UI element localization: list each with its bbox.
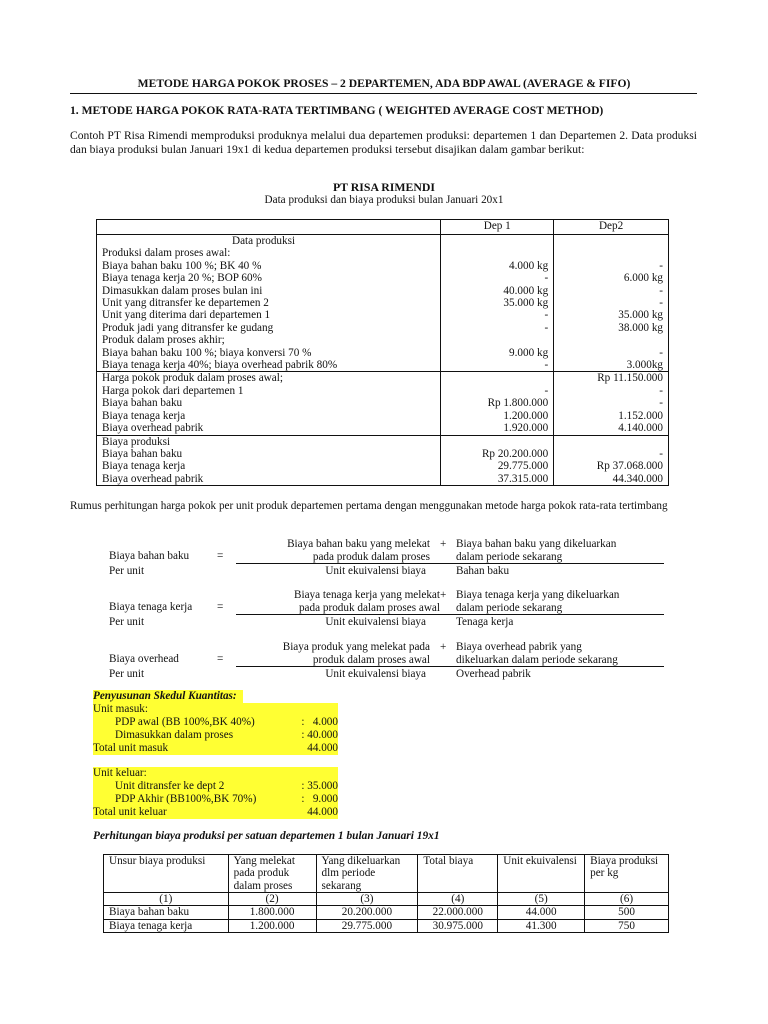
table-number-row (104, 893, 669, 906)
row-label: Biaya bahan baku 100 %; biaya konversi 70 % (102, 346, 312, 359)
row-label: Biaya tenaga kerja (102, 409, 186, 422)
production-data-table (96, 219, 669, 486)
fraction-line (236, 563, 664, 564)
perhitungan-title: Perhitungan biaya produksi per satuan departemen 1 bulan Januari 19x1 (93, 830, 440, 842)
value: 44.340.000 (612, 472, 663, 485)
cell: 750 (585, 919, 669, 932)
equals-sign: = (217, 653, 224, 665)
table-row (104, 906, 669, 919)
column-number: (1) (104, 893, 229, 906)
dep1-cell (441, 435, 554, 486)
intro-paragraph: Contoh PT Risa Rimendi memproduksi produknya melalui dua departemen produksi: departemen 1 dan Departemen 2. Data produksi dan biaya produksi bulan Januari 19x1 di kedua departemen produksi tersebut disajikan dalam gambar berikut: (70, 129, 697, 156)
cell: Biaya tenaga kerja (104, 919, 229, 932)
numerator-left (236, 538, 430, 563)
cell: 44.000 (498, 906, 585, 919)
row-label: Biaya overhead pabrik (102, 472, 204, 485)
numerator-line: produk dalam proses awal (312, 653, 430, 666)
numerator-right (456, 538, 616, 563)
cell: 1.800.000 (228, 906, 316, 919)
row-label: Dimasukkan dalam proses bulan ini (102, 284, 263, 297)
formula-label: Biaya bahan baku (109, 550, 190, 562)
row-value: : 40.000 (301, 729, 338, 741)
value: 6.000 kg (623, 272, 663, 285)
formula-bahan-baku (0, 538, 768, 580)
total-value: 44.000 (307, 742, 338, 754)
formula-label: Biaya tenaga kerja (109, 601, 193, 613)
value: Rp 20.200.000 (481, 447, 549, 460)
value (446, 372, 548, 384)
unit-masuk-row (93, 729, 338, 742)
value: 9.000 kg (509, 346, 549, 359)
cell: Biaya bahan baku (104, 906, 229, 919)
row-label: Produk dalam proses akhir; (102, 334, 225, 347)
value: 40.000 kg (503, 284, 549, 297)
numerator-right (456, 641, 618, 666)
company-name: PT RISA RIMENDI (332, 180, 436, 194)
plus-sign: + (440, 589, 447, 601)
value: 1.200.000 (503, 409, 549, 422)
numerator-line: pada produk dalam proses (312, 550, 430, 563)
denominator-right: Bahan baku (456, 565, 510, 577)
unit-masuk-row (93, 716, 338, 729)
value (559, 334, 663, 346)
row-label: Biaya bahan baku (102, 447, 183, 460)
table-group-production (97, 235, 669, 372)
value (446, 235, 548, 247)
dep2-cell (554, 235, 669, 372)
cell: 1.200.000 (228, 919, 316, 932)
unit-keluar-total-row (93, 806, 338, 819)
value (446, 436, 548, 448)
value: - (659, 346, 663, 359)
denominator-right: Tenaga kerja (456, 616, 514, 628)
value: 38.000 kg (618, 321, 663, 334)
labels-cell (97, 372, 441, 435)
value: - (659, 384, 663, 397)
value: - (544, 309, 549, 322)
value: 4.140.000 (618, 422, 663, 435)
company-subtitle: Data produksi dan biaya produksi bulan Januari 20x1 (264, 194, 504, 206)
numerator-right (456, 589, 619, 614)
row-label: PDP awal (BB 100%,BK 40%) (115, 716, 255, 728)
header-cell: Biaya produksi per kg (585, 855, 669, 893)
value: - (659, 397, 663, 410)
value: 37.315.000 (497, 472, 549, 485)
plus-sign: + (440, 641, 447, 653)
labels-cell (97, 435, 441, 486)
row-label: Biaya tenaga kerja 40%; biaya overhead pabrik 80% (102, 359, 338, 372)
value: - (659, 284, 663, 297)
value: - (659, 447, 663, 460)
value: - (544, 359, 549, 372)
row-label: Biaya bahan baku 100 %; BK 40 % (102, 259, 262, 272)
total-value: 44.000 (307, 806, 338, 818)
row-label: Biaya tenaga kerja 20 %; BOP 60% (102, 272, 262, 285)
row-label: Produk jadi yang ditransfer ke gudang (102, 321, 274, 334)
value: - (659, 297, 663, 310)
cell: 29.775.000 (316, 919, 418, 932)
total-label: Total unit masuk (93, 742, 169, 754)
title-underline (70, 93, 697, 94)
numerator-line: Biaya tenaga kerja yang melekat (294, 589, 440, 601)
plus-sign: + (440, 538, 447, 550)
fraction-line (236, 666, 664, 667)
page-title: METODE HARGA POKOK PROSES – 2 DEPARTEMEN, ADA BDP AWAL (AVERAGE & FIFO) (137, 77, 631, 90)
row-label: PDP Akhir (BB100%,BK 70%) (115, 793, 257, 805)
unit-keluar-row (93, 780, 338, 793)
value: 35.000 kg (618, 309, 663, 322)
formula-overhead (0, 641, 768, 683)
cell: 500 (585, 906, 669, 919)
table-header-row (97, 220, 669, 235)
value: - (544, 384, 549, 397)
total-label: Total unit keluar (93, 806, 167, 818)
row-label: Biaya bahan baku (102, 397, 183, 410)
skedul-title: Penyusunan Skedul Kuantitas: (93, 690, 243, 703)
formula-label: Biaya overhead (109, 653, 179, 665)
unit-keluar-row (93, 793, 338, 806)
cell: 22.000.000 (418, 906, 498, 919)
cell: 41.300 (498, 919, 585, 932)
value (559, 436, 663, 448)
value: Rp 1.800.000 (487, 397, 549, 410)
header-cell: Yang dikeluarkan dlm periode sekarang (316, 855, 418, 893)
header-cell: Dep2 (554, 220, 669, 235)
table-group-production-cost (97, 435, 669, 486)
denominator-left: Unit ekuivalensi biaya (325, 565, 426, 577)
numerator-line: dikeluarkan dalam periode sekarang (456, 653, 618, 666)
formula-tenaga-kerja (0, 589, 768, 631)
value: 3.000kg (626, 359, 663, 372)
cost-per-unit-table (103, 854, 669, 933)
table-row (104, 919, 669, 932)
formula-label-per-unit: Per unit (109, 668, 145, 680)
formula-intro: Rumus perhitungan harga pokok per unit produk departemen pertama dengan menggunakan metode harga pokok rata-rata tertimbang (70, 500, 668, 512)
numerator-line: Biaya overhead pabrik yang (456, 641, 582, 653)
value (446, 334, 548, 346)
denominator-left: Unit ekuivalensi biaya (325, 616, 426, 628)
column-number: (2) (228, 893, 316, 906)
column-number: (4) (418, 893, 498, 906)
row-value: : 4.000 (301, 716, 338, 728)
numerator-left (236, 641, 430, 666)
skedul-masuk-block (93, 703, 338, 755)
fraction-line (236, 614, 664, 615)
formula-label-per-unit: Per unit (109, 565, 145, 577)
numerator-line: Biaya bahan baku yang melekat (287, 538, 430, 550)
skedul-keluar-block (93, 767, 338, 819)
formula-label-per-unit: Per unit (109, 616, 145, 628)
numerator-left (236, 589, 440, 614)
equals-sign: = (217, 550, 224, 562)
value: Rp 11.150.000 (597, 372, 663, 385)
header-cell (97, 220, 441, 235)
column-number: (3) (316, 893, 418, 906)
numerator-line: Biaya bahan baku yang dikeluarkan (456, 538, 617, 550)
row-value: : 9.000 (301, 793, 338, 805)
row-label: Biaya tenaga kerja (102, 460, 186, 473)
numerator-line: Biaya tenaga kerja yang dikeluarkan (456, 589, 620, 601)
cell: 20.200.000 (316, 906, 418, 919)
table-header-row (104, 855, 669, 893)
value: - (544, 272, 549, 285)
value: - (659, 259, 663, 272)
denominator-right: Overhead pabrik (456, 668, 531, 680)
row-label: Biaya overhead pabrik (102, 422, 204, 435)
header-cell: Total biaya (418, 855, 498, 893)
row-label: Harga pokok dari departemen 1 (102, 384, 244, 397)
section-heading: 1. METODE HARGA POKOK RATA-RATA TERTIMBANG ( WEIGHTED AVERAGE COST METHOD) (70, 104, 604, 117)
row-label: Data produksi (232, 235, 296, 247)
table-group-beginning-wip-cost (97, 372, 669, 435)
row-label: Produksi dalam proses awal: (102, 247, 231, 260)
row-label: Biaya produksi (102, 435, 171, 448)
value: 4.000 kg (509, 259, 549, 272)
value: 35.000 kg (503, 297, 549, 310)
header-cell: Unit ekuivalensi (498, 855, 585, 893)
dep1-cell (441, 372, 554, 435)
value (559, 247, 663, 259)
dep1-cell (441, 235, 554, 372)
value: 1.920.000 (503, 422, 549, 435)
numerator-line: pada produk dalam proses awal (298, 601, 440, 614)
value: 29.775.000 (497, 460, 549, 473)
header-cell: Unsur biaya produksi (104, 855, 229, 893)
numerator-line: dalam periode sekarang (456, 601, 563, 614)
row-label: Dimasukkan dalam proses (115, 729, 234, 741)
row-value: : 35.000 (301, 780, 338, 792)
header-cell: Dep 1 (441, 220, 554, 235)
labels-cell (97, 235, 441, 372)
dep2-cell (554, 372, 669, 435)
row-label: Unit yang diterima dari departemen 1 (102, 309, 271, 322)
row-label: Harga pokok produk dalam proses awal; (102, 372, 283, 385)
numerator-line: dalam periode sekarang (456, 550, 563, 563)
equals-sign: = (217, 601, 224, 613)
value (446, 247, 548, 259)
value: Rp 37.068.000 (596, 460, 663, 473)
row-label: Unit ditransfer ke dept 2 (115, 780, 225, 792)
unit-keluar-title: Unit keluar: (93, 767, 147, 779)
numerator-line: Biaya produk yang melekat pada (282, 641, 430, 653)
column-number: (5) (498, 893, 585, 906)
unit-masuk-title: Unit masuk: (93, 703, 149, 715)
column-number: (6) (585, 893, 669, 906)
denominator-left: Unit ekuivalensi biaya (325, 668, 426, 680)
header-cell: Yang melekat pada produk dalam proses (228, 855, 316, 893)
value (559, 235, 663, 247)
row-label: Unit yang ditransfer ke departemen 2 (102, 297, 269, 310)
value: 1.152.000 (618, 409, 663, 422)
value: - (544, 321, 549, 334)
cell: 30.975.000 (418, 919, 498, 932)
dep2-cell (554, 435, 669, 486)
unit-masuk-total-row (93, 742, 338, 755)
